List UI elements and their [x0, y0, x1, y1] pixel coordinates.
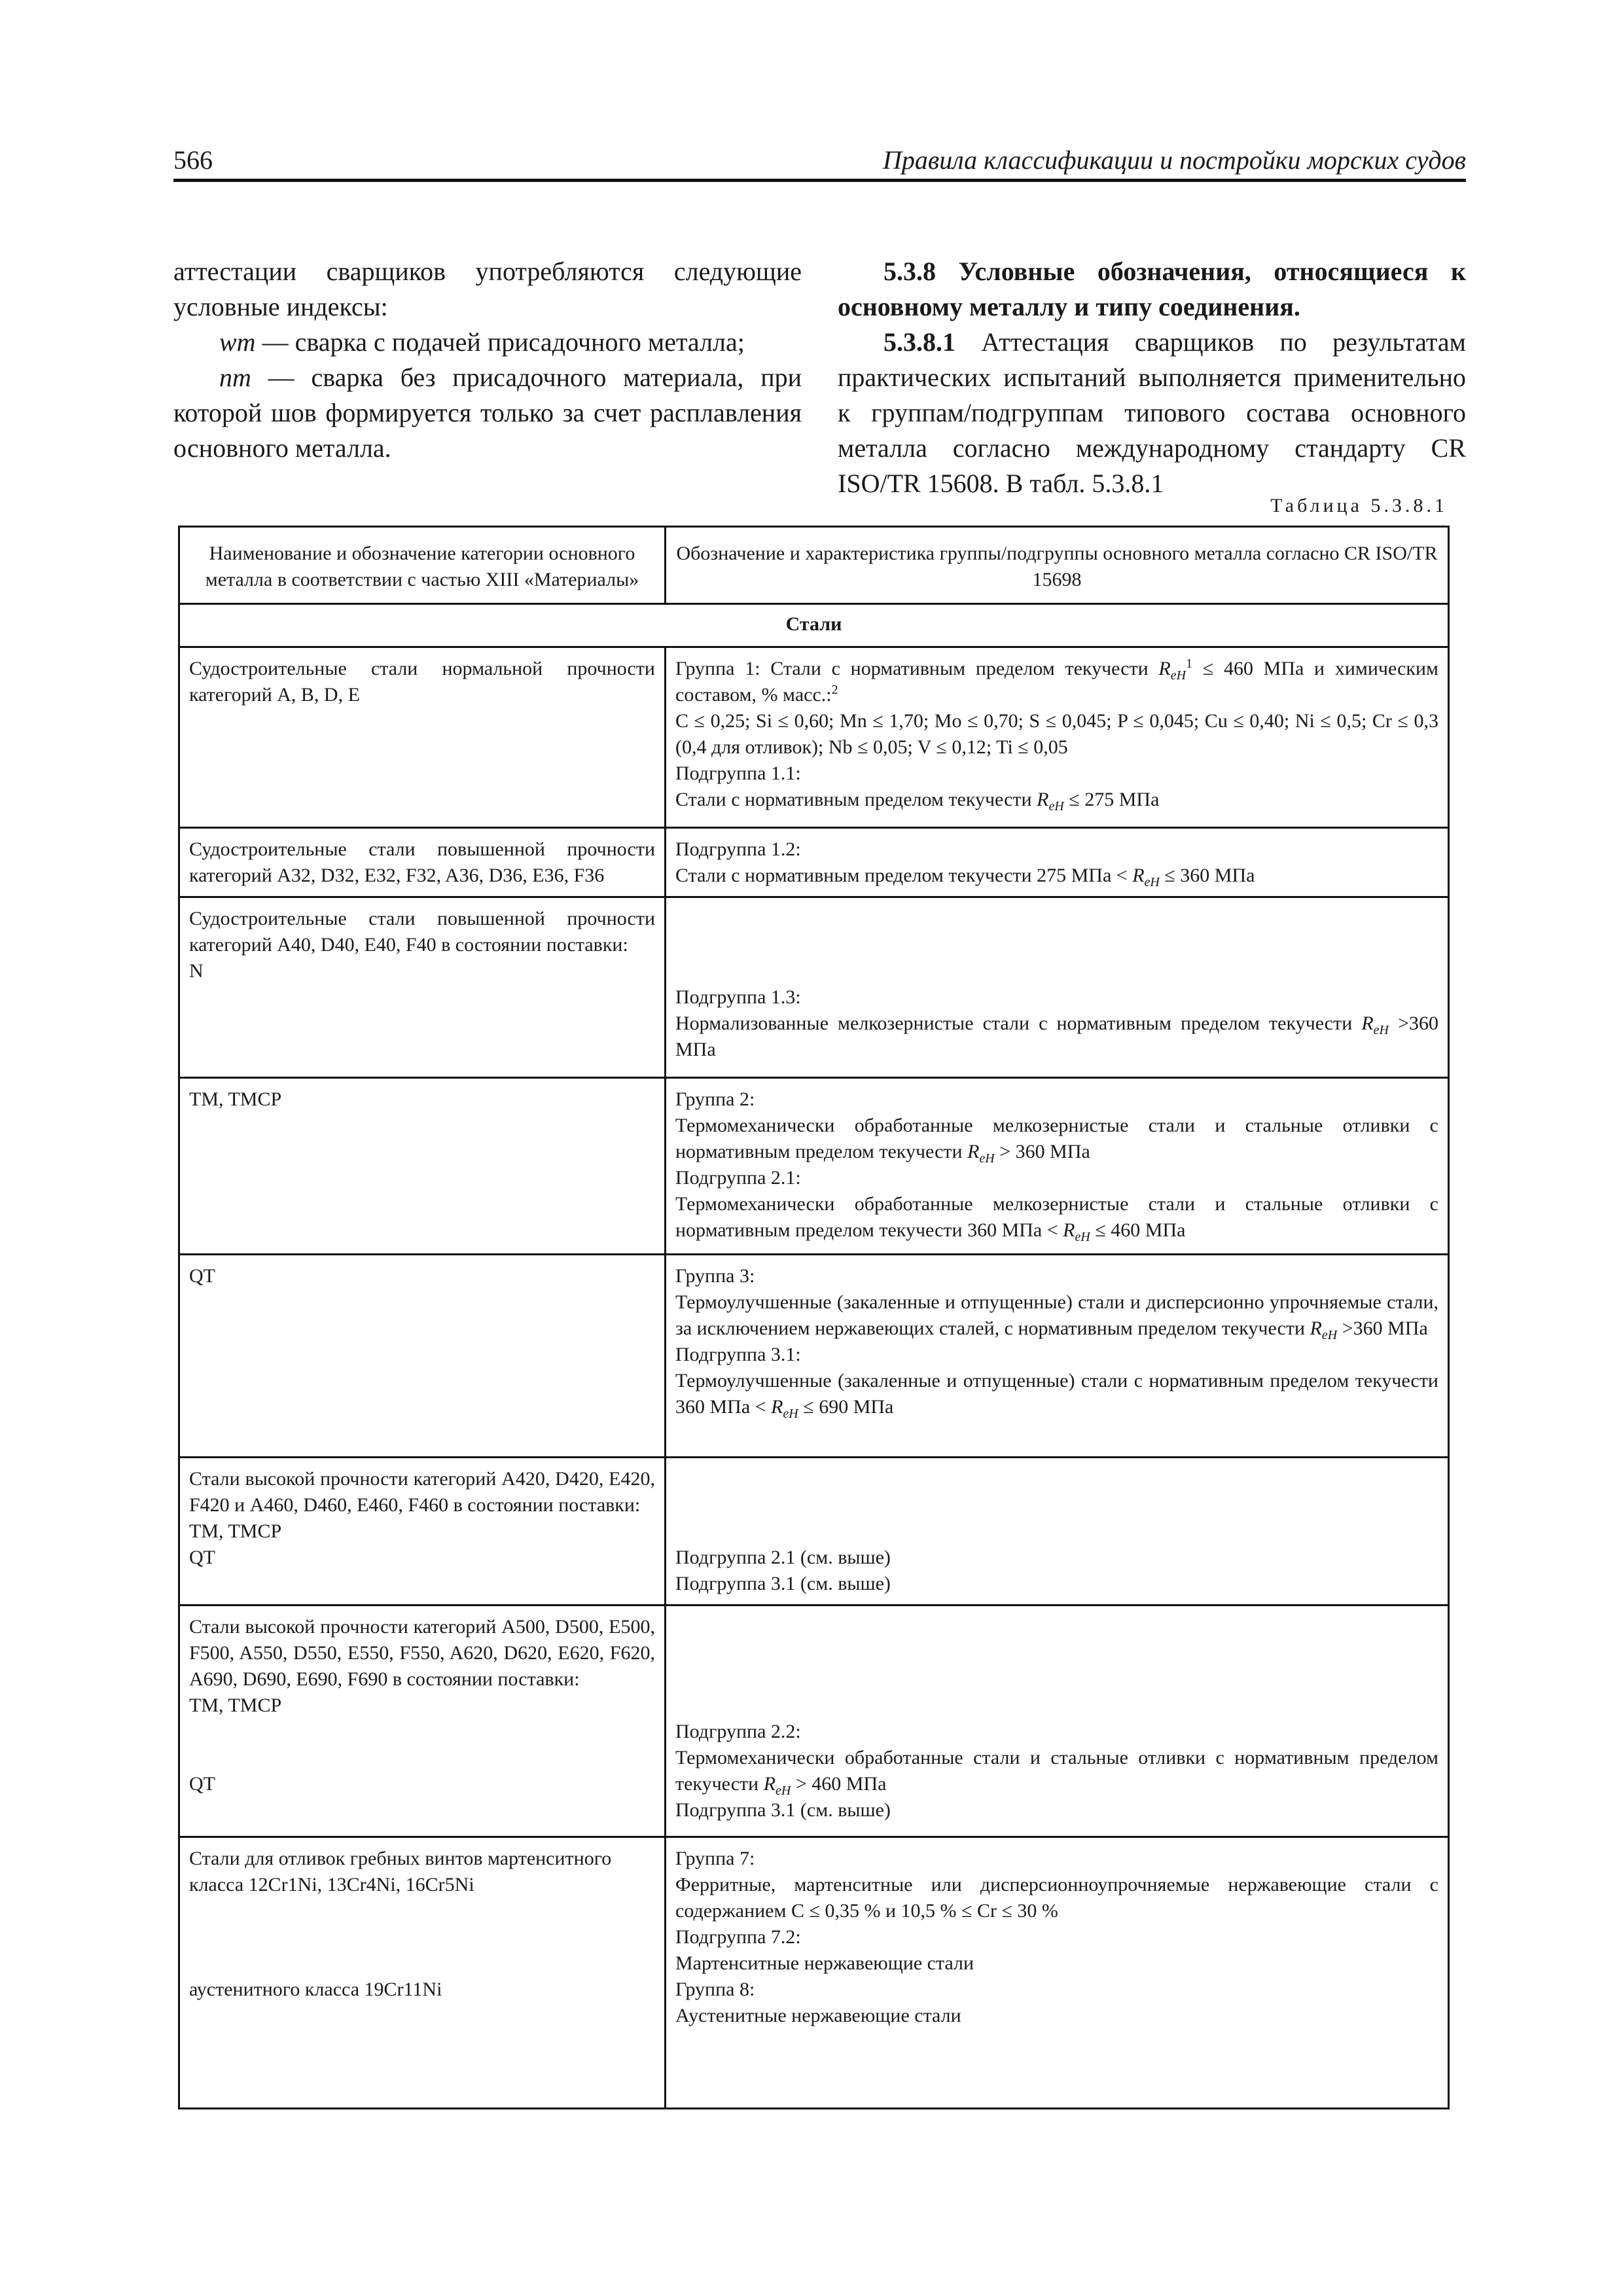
- group-2-text-b: > 360 МПа: [994, 1141, 1090, 1162]
- row6-right: [666, 1458, 1449, 1605]
- page-number: 566: [173, 145, 213, 175]
- nm-definition: [173, 360, 802, 466]
- wm-text: — сварка с подачей присадочного металла;: [255, 327, 745, 357]
- materials-table: [178, 526, 1450, 2109]
- subgroup-1-1-text-a: Стали с нормативным пределом текучести: [675, 789, 1037, 810]
- group-8-text: Аустенитные нержавеющие стали: [675, 2005, 961, 2026]
- row8-left: [179, 1837, 666, 2109]
- symbol-r: R: [1037, 789, 1049, 810]
- page-header: [173, 139, 1466, 179]
- table-row: [179, 1458, 1449, 1605]
- row5-right: [666, 1255, 1449, 1458]
- table-caption: Таблица 5.3.8.1: [1270, 495, 1448, 516]
- subgroup-7-2: Подгруппа 7.2:: [675, 1926, 801, 1948]
- row1-right: [666, 647, 1449, 828]
- nm-text: — сварка без присадочного материала, при которой шов формируется только за счет расплавления основного металла.: [173, 363, 802, 463]
- paragraph-text: Аттестация сварщиков по результатам практических испытаний выполняется применительно к группам/подгруппам типового состава основного металла согласно международному стандарту CR ISO/TR 15608. В табл. 5.3.8.1: [838, 327, 1466, 498]
- symbol-sub: eH: [1321, 1328, 1338, 1342]
- footnote-2: 2: [831, 683, 838, 697]
- row2-right: [666, 828, 1449, 897]
- subgroup-3-1-text-a: Термоулучшенные (закаленные и отпущенные) стали с нормативным пределом текучести 360 МПа <: [675, 1370, 1438, 1418]
- symbol-r: R: [763, 1773, 776, 1795]
- row2-left: Судостроительные стали повышенной прочности категорий A32, D32, E32, F32, A36, D36, E36, F36: [179, 828, 666, 897]
- symbol-sub: eH: [979, 1151, 995, 1166]
- paragraph-5381: [838, 325, 1466, 501]
- subgroup-1-2-text-b: ≤ 360 МПа: [1159, 865, 1255, 886]
- footnote-1: 1: [1186, 656, 1193, 671]
- subgroup-2-1-ref: Подгруппа 2.1 (см. выше): [675, 1547, 891, 1568]
- row3-left-n: N: [189, 960, 204, 982]
- group-2: Группа 2:: [675, 1088, 755, 1110]
- group-2-text-a: Термомеханически обработанные мелкозернистые стали и стальные отливки с нормативным пределом текучести: [675, 1115, 1438, 1162]
- group-3-text-b: >360 МПа: [1337, 1318, 1428, 1339]
- row3-left-text: Судостроительные стали повышенной прочности категорий A40, D40, E40, F40 в состоянии поставки:: [189, 908, 655, 956]
- row5-left: QT: [179, 1255, 666, 1458]
- subgroup-1-3-text-b: >360 МПа: [675, 1013, 1439, 1060]
- table-row: [179, 1078, 1449, 1255]
- symbol-r: R: [771, 1396, 783, 1418]
- row7-left-qt: QT: [189, 1773, 215, 1795]
- symbol-r: R: [1063, 1219, 1075, 1241]
- symbol-r: R: [967, 1141, 980, 1162]
- group-7-text: Ферритные, мартенситные или дисперсионноупрочняемые нержавеющие стали с содержанием C ≤ 0,35 % и 10,5 % ≤ Cr ≤ 30 %: [675, 1874, 1438, 1922]
- table-row: [179, 1605, 1449, 1837]
- subgroup-1-1-text-b: ≤ 275 МПа: [1063, 789, 1160, 810]
- subgroup-1-2-text-a: Стали с нормативным пределом текучести 275 МПа <: [675, 865, 1133, 886]
- header-rule: [173, 179, 1466, 182]
- symbol-r: R: [1361, 1013, 1374, 1034]
- symbol-sub: eH: [1373, 1023, 1389, 1037]
- row7-left-tm: TM, TMCP: [189, 1695, 282, 1716]
- subgroup-3-1: Подгруппа 3.1:: [675, 1344, 801, 1365]
- row6-left-qt: QT: [189, 1547, 215, 1568]
- table-row: [179, 828, 1449, 897]
- group-7: Группа 7:: [675, 1848, 755, 1869]
- col2-header: Обозначение и характеристика группы/подгруппы основного металла согласно CR ISO/TR 15698: [666, 527, 1449, 604]
- symbol-r: R: [1132, 865, 1145, 886]
- wm-definition: [173, 325, 802, 360]
- row6-left-tm: TM, TMCP: [189, 1520, 282, 1542]
- row7-left: [179, 1605, 666, 1837]
- symbol-sub: eH: [783, 1407, 798, 1421]
- subgroup-3-1-text-b: ≤ 690 МПа: [798, 1396, 894, 1418]
- row8-left-text: Стали для отливок гребных винтов мартенситного класса 12Cr1Ni, 13Cr4Ni, 16Cr5Ni: [189, 1848, 612, 1895]
- row7-right: [666, 1605, 1449, 1837]
- subgroup-2-1-text-a: Термомеханически обработанные мелкозернистые стали и стальные отливки с нормативным пределом текучести 360 МПа <: [675, 1193, 1438, 1241]
- subgroup-7-2-text: Мартенситные нержавеющие стали: [675, 1952, 974, 1974]
- col1-header: Наименование и обозначение категории основного металла в соответствии с частью XIII «Материалы»: [179, 527, 666, 604]
- table-row: [179, 647, 1449, 828]
- nm-code: nm: [219, 363, 251, 392]
- left-column: [173, 254, 802, 466]
- subgroup-1-3: Подгруппа 1.3:: [675, 986, 801, 1008]
- group-3-text-a: Термоулучшенные (закаленные и отпущенные) стали и дисперсионно упрочняемые стали, за исключением нержавеющих сталей, с нормативным пределом текучести: [675, 1291, 1438, 1339]
- paragraph-number: 5.3.8.1: [883, 327, 955, 357]
- group-3: Группа 3:: [675, 1265, 755, 1287]
- group1-text-b: ≤ 460 МПа и химическим составом, % масс.:: [675, 658, 1438, 706]
- group-8: Группа 8:: [675, 1979, 755, 2000]
- table-row: [179, 897, 1449, 1078]
- group1-text-a: Группа 1: Стали с нормативным пределом текучести: [675, 658, 1159, 679]
- subgroup-1-1: Подгруппа 1.1:: [675, 762, 801, 784]
- subgroup-2-2-text-a: Термомеханически обработанные стали и стальные отливки с нормативным пределом текучести: [675, 1747, 1438, 1795]
- subgroup-2-1: Подгруппа 2.1:: [675, 1167, 801, 1189]
- symbol-r: R: [1158, 658, 1171, 679]
- subgroup-1-2: Подгруппа 1.2:: [675, 838, 801, 860]
- symbol-r: R: [1310, 1318, 1322, 1339]
- table-header-row: [179, 527, 1449, 604]
- section-row: [179, 604, 1449, 647]
- running-title: Правила классификации и постройки морских судов: [882, 145, 1466, 175]
- row6-left-text: Стали высокой прочности категорий A420, D420, E420, F420 и A460, D460, E460, F460 в состоянии поставки:: [189, 1468, 655, 1516]
- symbol-sub: eH: [1144, 875, 1160, 889]
- row8-left-austenitic: аустенитного класса 19Cr11Ni: [189, 1979, 442, 2000]
- section-title: Стали: [179, 604, 1449, 647]
- row4-right: [666, 1078, 1449, 1255]
- subgroup-1-3-text-a: Нормализованные мелкозернистые стали с нормативным пределом текучести: [675, 1013, 1362, 1034]
- right-column: [838, 254, 1466, 501]
- row3-right: [666, 897, 1449, 1078]
- row1-left: Судостроительные стали нормальной прочности категорий A, B, D, E: [179, 647, 666, 828]
- row3-left: [179, 897, 666, 1078]
- subgroup-3-1-ref: Подгруппа 3.1 (см. выше): [675, 1573, 891, 1594]
- row7-left-text: Стали высокой прочности категорий A500, D500, E500, F500, A550, D550, E550, F550, A620, D620, E620, F620, A690, D690, E690, F690 в состоянии поставки:: [189, 1616, 655, 1690]
- table-row: [179, 1837, 1449, 2109]
- subgroup-3-1-ref: Подгруппа 3.1 (см. выше): [675, 1799, 891, 1821]
- subgroup-2-2-text-b: > 460 МПа: [791, 1773, 887, 1795]
- symbol-sub: eH: [776, 1784, 791, 1798]
- subgroup-2-1-text-b: ≤ 460 МПа: [1090, 1219, 1186, 1241]
- chemical-composition: C ≤ 0,25; Si ≤ 0,60; Mn ≤ 1,70; Mo ≤ 0,70; S ≤ 0,045; P ≤ 0,045; Cu ≤ 0,40; Ni ≤ 0,5; Cr ≤ 0,3 (0,4 для отливок); Nb ≤ 0,05; V ≤ 0,12; Ti ≤ 0,05: [675, 710, 1438, 758]
- symbol-sub: eH: [1048, 799, 1064, 814]
- symbol-sub: eH: [1170, 668, 1186, 683]
- wm-code: wm: [219, 327, 256, 357]
- row6-left: [179, 1458, 666, 1605]
- section-heading: 5.3.8 Условные обозначения, относящиеся к основному металлу и типу соединения.: [838, 257, 1466, 321]
- symbol-sub: eH: [1075, 1230, 1090, 1244]
- subgroup-2-2: Подгруппа 2.2:: [675, 1721, 801, 1742]
- table-row: [179, 1255, 1449, 1458]
- row4-left: TM, TMCP: [179, 1078, 666, 1255]
- intro-paragraph: аттестации сварщиков употребляются следующие условные индексы:: [173, 257, 802, 321]
- row8-right: [666, 1837, 1449, 2109]
